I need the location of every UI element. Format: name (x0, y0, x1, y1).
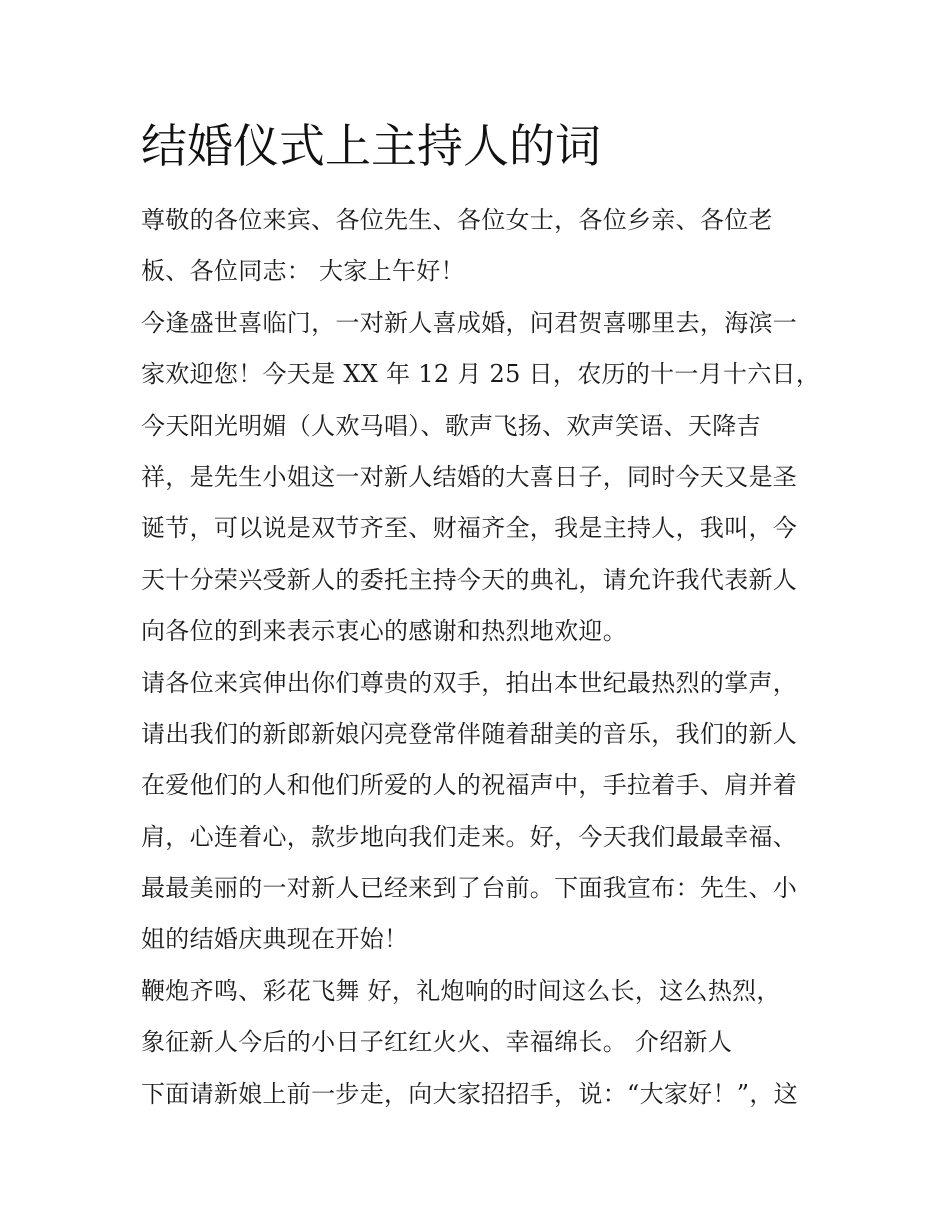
text-line: 姐的结婚庆典现在开始！ (141, 925, 409, 954)
text-line: 象征新人今后的小日子红红火火、幸福绵长。 介绍新人 (141, 1028, 733, 1057)
text-line: 向各位的到来表示衷心的感谢和热烈地欢迎。 (141, 617, 627, 646)
text-line: 天十分荣兴受新人的委托主持今天的典礼，请允许我代表新人 (141, 565, 798, 594)
text-line: 请各位来宾伸出你们尊贵的双手，拍出本世纪最热烈的掌声， (141, 668, 798, 697)
text-line: 尊敬的各位来宾、各位先生、各位女士，各位乡亲、各位老 (141, 206, 773, 234)
text-line: 鞭炮齐鸣、彩花飞舞 好，礼炮响的时间这么长，这么热烈， (141, 976, 781, 1005)
text-line: 家欢迎您！今天是 XX 年 12 月 25 日，农历的十一月十六日， (141, 360, 821, 389)
document-body (141, 195, 821, 1120)
text-line: 下面请新娘上前一步走，向大家招招手，说：“大家好！”，这 (141, 1079, 798, 1108)
document-title: 结婚仪式上主持人的词 (141, 119, 601, 173)
text-line: 板、各位同志： 大家上午好！ (141, 257, 465, 286)
text-line: 今逢盛世喜临门，一对新人喜成婚，问君贺喜哪里去，海滨一 (141, 308, 798, 337)
text-line: 在爱他们的人和他们所爱的人的祝福声中，手拉着手、肩并着 (141, 771, 798, 800)
text-line: 肩，心连着心，款步地向我们走来。好，今天我们最最幸福、 (141, 822, 798, 851)
text-line: 请出我们的新郎新娘闪亮登常伴随着甜美的音乐，我们的新人 (141, 719, 798, 748)
text-line: 今天阳光明媚（人欢马唱）、歌声飞扬、欢声笑语、天降吉 (141, 411, 761, 440)
text-line: 诞节，可以说是双节齐至、财福齐全，我是主持人，我叫，今 (141, 514, 798, 543)
text-line: 祥，是先生小姐这一对新人结婚的大喜日子，同时今天又是圣 (141, 462, 798, 491)
text-line: 最最美丽的一对新人已经来到了台前。下面我宣布：先生、小 (141, 874, 798, 903)
